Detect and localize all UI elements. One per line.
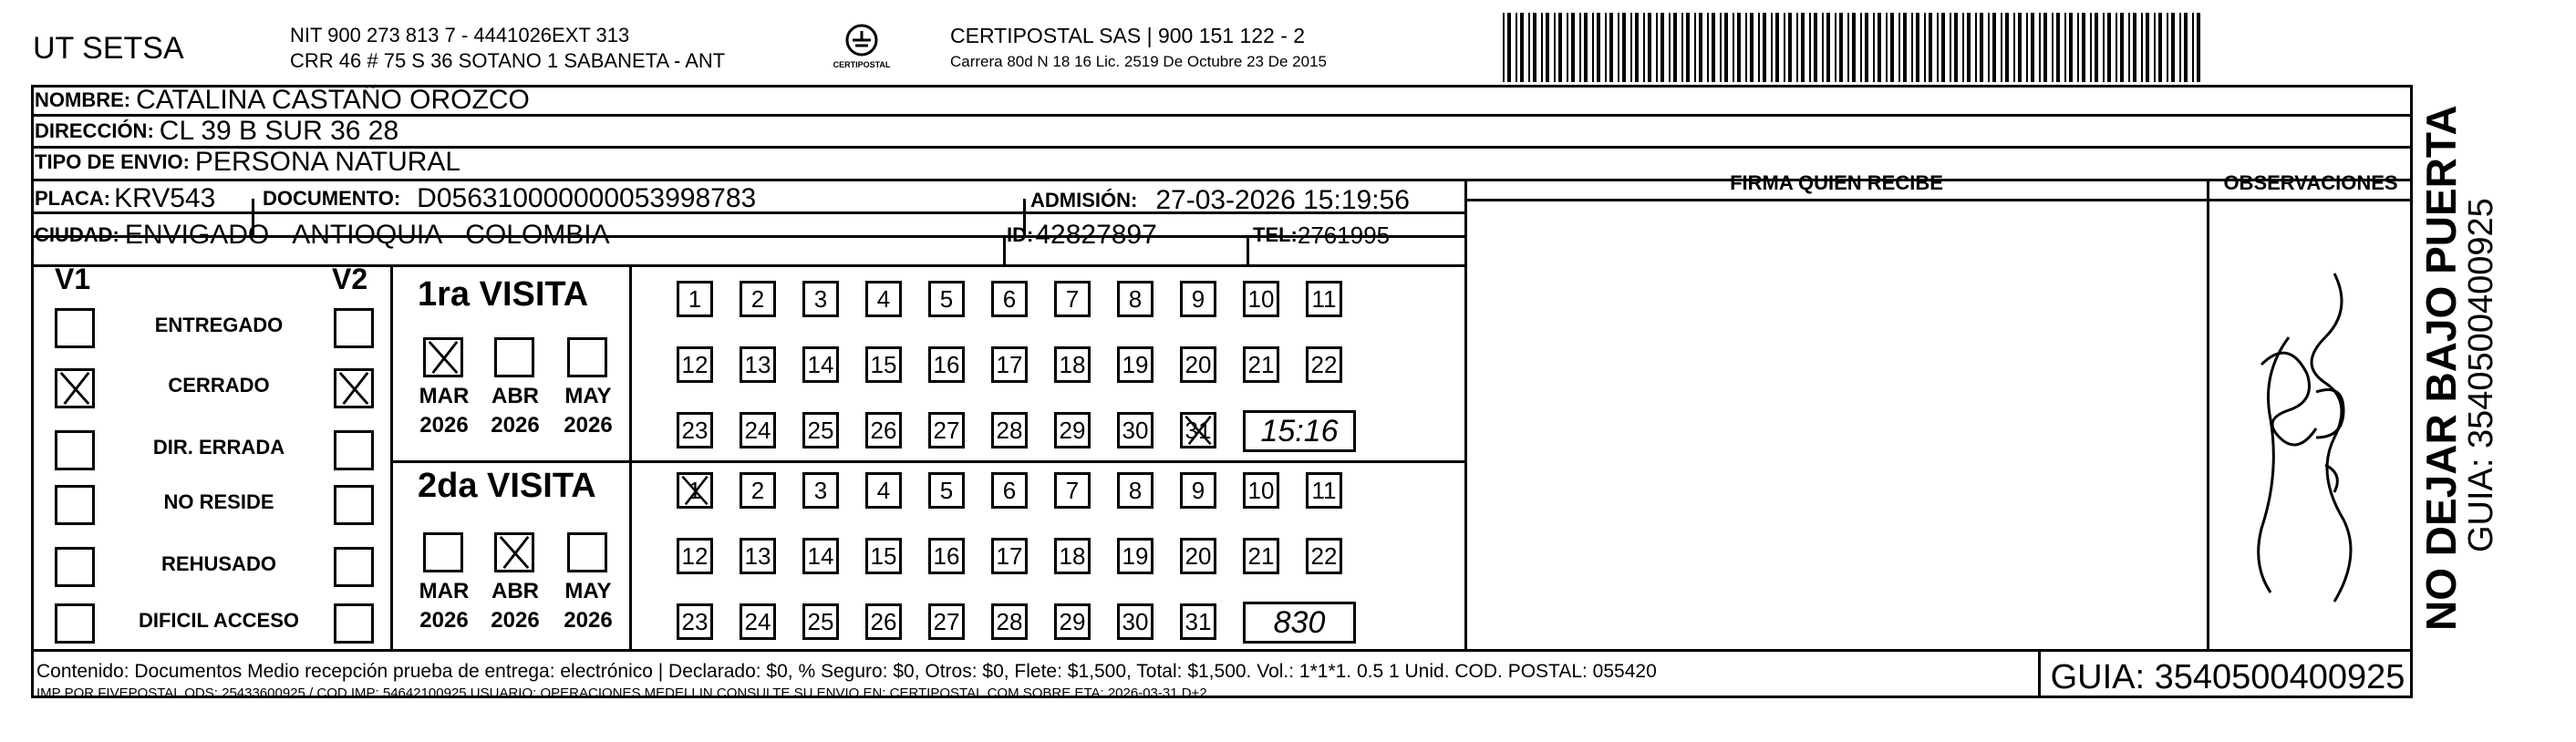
- observaciones-header: OBSERVACIONES: [2223, 171, 2398, 194]
- day-number: 21: [1247, 350, 1275, 378]
- first-day-cell[interactable]: [1180, 281, 1216, 317]
- second-day-cell[interactable]: [740, 472, 776, 509]
- first-day-cell[interactable]: [1180, 346, 1216, 383]
- v1-checkbox[interactable]: [55, 308, 95, 348]
- day-number: 30: [1122, 607, 1149, 635]
- v2-checkbox[interactable]: [334, 485, 374, 525]
- firma-header: FIRMA QUIEN RECIBE: [1730, 171, 1943, 194]
- second-day-cell[interactable]: [1117, 538, 1154, 574]
- day-number: 4: [876, 476, 891, 504]
- v2-checkbox[interactable]: [334, 308, 374, 348]
- first-day-cell[interactable]: [677, 346, 713, 383]
- tel-label: TEL:: [1253, 223, 1298, 246]
- day-number: 23: [681, 416, 709, 444]
- direccion-value: CL 39 B SUR 36 28: [159, 116, 399, 146]
- day-number: 29: [1059, 416, 1086, 444]
- logo-text: CERTIPOSTAL: [833, 60, 891, 69]
- day-number: 24: [744, 607, 771, 635]
- day-number: 10: [1247, 476, 1275, 504]
- year-label: 2026: [419, 413, 469, 438]
- second-day-cell[interactable]: [991, 603, 1028, 640]
- day-number: 30: [1122, 416, 1149, 444]
- first-day-cell[interactable]: [802, 412, 839, 448]
- day-number: 28: [996, 416, 1023, 444]
- second-day-cell[interactable]: [1117, 472, 1154, 509]
- placa-label: PLACA:: [35, 187, 111, 210]
- v2-checkbox[interactable]: [334, 368, 374, 408]
- nombre-label: NOMBRE:: [35, 88, 131, 111]
- first-day-cell[interactable]: [677, 412, 713, 448]
- v1-checkbox[interactable]: [55, 547, 95, 587]
- day-number: 27: [933, 607, 960, 635]
- v1-checkbox[interactable]: [55, 485, 95, 525]
- day-number: 23: [681, 607, 709, 635]
- day-number: 3: [813, 476, 828, 504]
- second-visit-time-box[interactable]: [1243, 602, 1356, 644]
- day-number: 22: [1310, 541, 1338, 570]
- second-visit-month-checkbox[interactable]: [423, 532, 463, 572]
- v2-label: V2: [332, 263, 368, 295]
- footer-guia: GUIA: 3540500400925: [2050, 658, 2405, 696]
- visit-time: 830: [1273, 604, 1326, 640]
- day-number: 26: [870, 607, 897, 635]
- day-number: 24: [744, 416, 771, 444]
- first-day-cell[interactable]: [865, 346, 902, 383]
- day-number: 7: [1065, 476, 1080, 504]
- first-day-cell[interactable]: [1306, 281, 1342, 317]
- second-day-cell[interactable]: [1054, 603, 1091, 640]
- first-visit-title: 1ra VISITA: [418, 275, 589, 314]
- day-number: 12: [681, 350, 709, 378]
- v1-checkbox[interactable]: [55, 430, 95, 470]
- first-day-cell[interactable]: [991, 281, 1028, 317]
- day-number: 27: [933, 416, 960, 444]
- day-number: 4: [876, 284, 891, 313]
- year-label: 2026: [564, 608, 613, 633]
- second-day-cell[interactable]: [865, 603, 902, 640]
- id-value: 42827897: [1035, 220, 1157, 250]
- first-visit-month-checkbox[interactable]: [423, 337, 463, 377]
- first-day-cell[interactable]: [1117, 412, 1154, 448]
- day-number: 2: [750, 476, 765, 504]
- ciudad-label: CIUDAD:: [35, 223, 119, 246]
- second-day-cell[interactable]: [1243, 538, 1279, 574]
- first-day-cell[interactable]: [740, 412, 776, 448]
- second-day-cell[interactable]: [991, 538, 1028, 574]
- second-day-cell[interactable]: [865, 538, 902, 574]
- first-day-cell[interactable]: [991, 346, 1028, 383]
- day-number: 25: [807, 416, 834, 444]
- day-number: 7: [1065, 284, 1080, 313]
- year-label: 2026: [491, 608, 540, 633]
- day-number: 25: [807, 607, 834, 635]
- v2-checkbox[interactable]: [334, 547, 374, 587]
- first-day-cell[interactable]: [865, 412, 902, 448]
- first-day-cell[interactable]: [802, 346, 839, 383]
- second-day-cell[interactable]: [1180, 603, 1216, 640]
- day-number: 31: [1185, 607, 1212, 635]
- day-number: 26: [870, 416, 897, 444]
- day-number: 21: [1247, 541, 1275, 570]
- day-number: 18: [1059, 350, 1086, 378]
- status-label: ENTREGADO: [154, 314, 284, 336]
- second-visit-title: 2da VISITA: [418, 467, 596, 505]
- barcode: [1503, 13, 2205, 87]
- status-label: DIFICIL ACCESO: [138, 609, 299, 632]
- day-number: 10: [1247, 284, 1275, 313]
- admision-label: ADMISIÓN:: [1030, 189, 1138, 211]
- day-number: 31: [1185, 416, 1212, 444]
- day-number: 18: [1059, 541, 1086, 570]
- tel-value: 2761995: [1297, 221, 1391, 249]
- second-day-cell[interactable]: [677, 538, 713, 574]
- day-number: 20: [1185, 541, 1212, 570]
- recipient-signature: [2225, 255, 2389, 638]
- company-name: UT SETSA: [33, 31, 184, 66]
- documento-value: D056310000000053998783: [417, 183, 757, 213]
- year-label: 2026: [491, 413, 540, 438]
- first-day-cell[interactable]: [928, 412, 965, 448]
- first-visit-month-checkbox[interactable]: [494, 337, 534, 377]
- day-number: 1: [688, 476, 702, 504]
- day-number: 22: [1310, 350, 1338, 378]
- day-number: 5: [939, 476, 954, 504]
- second-day-cell[interactable]: [802, 472, 839, 509]
- address-line: CRR 46 # 75 S 36 SOTANO 1 SABANETA - ANT: [290, 49, 726, 72]
- second-day-cell[interactable]: [677, 472, 713, 509]
- second-day-cell[interactable]: [1180, 538, 1216, 574]
- footer-content-line: Contenido: Documentos Medio recepción prueba de entrega: electrónico | Declarado: $0, % Seguro: $0, Otros: $0, Flete: $1,500, Total: $1,500. Vol.: 1*1*1. 0.5 1 Unid. COD. POSTAL: 055420: [36, 661, 1657, 682]
- month-label: MAR: [419, 384, 470, 408]
- footer-imp-line: IMP POR FIVEPOSTAL ODS: 25433600925 / COD.IMP: 54642100925 USUARIO: OPERACIONES MEDELLIN CONSULTE SU ENVIO EN: CERTIPOSTAL.COM SOBRE ETA: 2026-03-31 D+2: [36, 685, 1207, 701]
- no-dejar-text: NO DEJAR BAJO PUERTA: [2417, 105, 2465, 631]
- day-number: 11: [1311, 284, 1337, 313]
- second-day-cell[interactable]: [677, 603, 713, 640]
- first-day-cell[interactable]: [677, 281, 713, 317]
- day-number: 20: [1185, 350, 1212, 378]
- v1-checkbox[interactable]: [55, 603, 95, 644]
- first-day-cell[interactable]: [1054, 281, 1091, 317]
- second-day-cell[interactable]: [928, 603, 965, 640]
- second-day-cell[interactable]: [1243, 472, 1279, 509]
- tipo-label: TIPO DE ENVIO:: [35, 150, 190, 173]
- day-number: 14: [807, 350, 834, 378]
- day-number: 9: [1191, 284, 1205, 313]
- v1-label: V1: [55, 263, 91, 295]
- second-day-cell[interactable]: [928, 538, 965, 574]
- day-number: 9: [1191, 476, 1205, 504]
- second-visit-month-checkbox[interactable]: [567, 532, 607, 572]
- second-day-cell[interactable]: [1117, 603, 1154, 640]
- side-guia-text: GUIA: 3540500400925: [2462, 198, 2500, 552]
- first-day-cell[interactable]: [1054, 412, 1091, 448]
- month-label: ABR: [491, 579, 539, 603]
- day-number: 1: [688, 284, 702, 313]
- first-day-cell[interactable]: [740, 281, 776, 317]
- day-number: 5: [939, 284, 954, 313]
- second-day-cell[interactable]: [991, 472, 1028, 509]
- day-number: 15: [870, 350, 897, 378]
- placa-value: KRV543: [114, 183, 216, 213]
- first-day-cell[interactable]: [1243, 281, 1279, 317]
- second-day-cell[interactable]: [740, 603, 776, 640]
- day-number: 11: [1311, 476, 1337, 504]
- day-number: 3: [813, 284, 828, 313]
- day-number: 29: [1059, 607, 1086, 635]
- first-day-cell[interactable]: [1243, 346, 1279, 383]
- nit-line: NIT 900 273 813 7 - 4441026EXT 313: [290, 24, 630, 46]
- first-day-cell[interactable]: [991, 412, 1028, 448]
- status-label: DIR. ERRADA: [152, 436, 285, 459]
- day-number: 19: [1122, 541, 1149, 570]
- first-day-cell[interactable]: [1117, 346, 1154, 383]
- day-number: 16: [933, 350, 960, 378]
- ciudad-value: ENVIGADO - ANTIOQUIA - COLOMBIA: [124, 220, 610, 250]
- first-day-cell[interactable]: [928, 346, 965, 383]
- second-day-cell[interactable]: [928, 472, 965, 509]
- day-number: 16: [933, 541, 960, 570]
- nombre-value: CATALINA CASTAÑO OROZCO: [136, 85, 530, 115]
- first-day-cell[interactable]: [802, 281, 839, 317]
- v2-checkbox[interactable]: [334, 603, 374, 644]
- second-day-cell[interactable]: [865, 472, 902, 509]
- first-visit-month-checkbox[interactable]: [567, 337, 607, 377]
- month-label: MAR: [419, 579, 470, 603]
- first-day-cell[interactable]: [740, 346, 776, 383]
- status-label: NO RESIDE: [163, 490, 274, 513]
- day-number: 19: [1122, 350, 1149, 378]
- first-day-cell[interactable]: [1054, 346, 1091, 383]
- status-label: CERRADO: [168, 374, 270, 397]
- day-number: 28: [996, 607, 1023, 635]
- license-line: Carrera 80d N 18 16 Lic. 2519 De Octubre 23 De 2015: [950, 53, 1327, 70]
- month-label: MAY: [564, 579, 612, 603]
- day-number: 13: [744, 350, 771, 378]
- second-day-cell[interactable]: [1306, 538, 1342, 574]
- day-number: 14: [807, 541, 834, 570]
- year-label: 2026: [564, 413, 613, 438]
- first-day-cell[interactable]: [1117, 281, 1154, 317]
- second-day-cell[interactable]: [802, 603, 839, 640]
- v2-checkbox[interactable]: [334, 430, 374, 470]
- second-day-cell[interactable]: [1054, 538, 1091, 574]
- day-number: 17: [996, 350, 1023, 378]
- month-label: MAY: [564, 384, 612, 408]
- second-day-cell[interactable]: [1180, 472, 1216, 509]
- v1-checkbox[interactable]: [55, 368, 95, 408]
- second-day-cell[interactable]: [1054, 472, 1091, 509]
- second-day-cell[interactable]: [740, 538, 776, 574]
- day-number: 15: [870, 541, 897, 570]
- second-visit-month-checkbox[interactable]: [494, 532, 534, 572]
- day-number: 12: [681, 541, 709, 570]
- status-label: REHUSADO: [161, 552, 276, 575]
- day-number: 2: [750, 284, 765, 313]
- first-day-cell[interactable]: [865, 281, 902, 317]
- second-day-cell[interactable]: [1306, 472, 1342, 509]
- year-label: 2026: [419, 608, 469, 633]
- day-number: 17: [996, 541, 1023, 570]
- day-number: 6: [1002, 284, 1017, 313]
- tipo-value: PERSONA NATURAL: [194, 147, 461, 177]
- day-number: 8: [1128, 476, 1143, 504]
- id-label: ID:: [1007, 223, 1034, 246]
- month-label: ABR: [491, 384, 539, 408]
- direccion-label: DIRECCIÓN:: [35, 119, 154, 142]
- first-day-cell[interactable]: [1306, 346, 1342, 383]
- day-number: 13: [744, 541, 771, 570]
- visit-time: 15:16: [1260, 413, 1339, 448]
- first-visit-time-box[interactable]: [1243, 410, 1356, 452]
- admision-value: 27-03-2026 15:19:56: [1155, 185, 1410, 215]
- certipostal-line: CERTIPOSTAL SAS | 900 151 122 - 2: [950, 24, 1306, 47]
- day-number: 6: [1002, 476, 1017, 504]
- first-day-cell[interactable]: [928, 281, 965, 317]
- first-day-cell[interactable]: [1180, 412, 1216, 448]
- second-day-cell[interactable]: [802, 538, 839, 574]
- day-number: 8: [1128, 284, 1143, 313]
- certipostal-logo: [830, 20, 894, 75]
- documento-label: DOCUMENTO:: [263, 187, 401, 210]
